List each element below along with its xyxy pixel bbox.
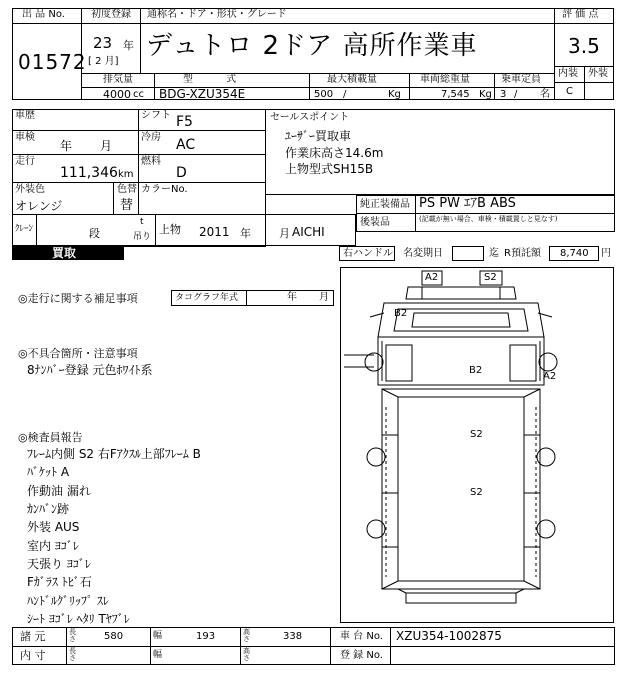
max-load-value: 500	[314, 89, 334, 100]
ac-value: AC	[176, 137, 196, 153]
until-label: 迄	[489, 248, 499, 259]
crane-hanging: 吊り	[133, 232, 152, 242]
truck-diagram	[340, 267, 614, 623]
mileage-value: 111,346	[60, 165, 118, 181]
sales-point-3: 上物型式SH15B	[285, 162, 374, 176]
mark-b2-center: B2	[469, 365, 483, 376]
steering-value: 右ハンドル	[343, 248, 393, 259]
exterior-grade-label: 外装	[588, 68, 608, 79]
standard-equipment-value: PS PW ｴｱB ABS	[419, 196, 516, 211]
history-label: 車歴	[15, 110, 35, 121]
length-value: 580	[104, 631, 124, 642]
model-info-label: 通称名・ドア・形状・グレード	[147, 9, 287, 20]
car-name: デュトロ 2ドア 高所作業車	[146, 31, 478, 61]
score-value: 3.5	[568, 34, 600, 58]
fuel-value: D	[176, 165, 187, 181]
jouya-maker: AICHI	[292, 225, 325, 239]
color-change-label: 色替	[117, 184, 137, 195]
sales-point-2: 作業床高さ14.6m	[285, 146, 384, 160]
displacement-label: 排気量	[103, 74, 133, 85]
color-no-label: カラーNo.	[141, 184, 188, 195]
ac-label: 冷房	[141, 132, 161, 143]
supplement-title: ◎走行に関する補足事項	[18, 292, 138, 305]
defect-title: ◎不具合箇所・注意事項	[18, 347, 138, 360]
recycle-label: R預託額	[504, 248, 541, 259]
name-change-label: 名変期日	[403, 248, 443, 259]
inspector-line-8: Fｶﾞﾗｽ ﾄﾋﾞ石	[27, 575, 92, 589]
tacho-month: 月	[319, 292, 329, 303]
name-change-box	[452, 246, 484, 261]
first-reg-year-unit: 年	[123, 39, 134, 52]
width-value: 193	[196, 631, 216, 642]
mark-a2-top: A2	[425, 272, 439, 283]
capacity-unit: 名	[540, 89, 550, 100]
inspector-line-10: ｼｰﾄ ﾖｺﾞﾚ ﾍﾀﾘ Tﾔﾌﾞﾚ	[27, 612, 130, 626]
interior-grade-label: 内装	[558, 68, 578, 79]
score-label: 評 価 点	[562, 9, 599, 20]
first-reg-year: 23	[93, 34, 113, 52]
lot-number: 01572	[18, 50, 87, 74]
height-value: 338	[283, 631, 303, 642]
recycle-value: 8,740	[560, 248, 589, 259]
yen-label: 円	[601, 248, 611, 259]
gross-weight-unit: Kg	[479, 89, 492, 100]
in-length-label: 長さ	[69, 647, 76, 663]
capacity-label: 乗車定員	[501, 74, 541, 85]
interior-dims-label: 内 寸	[20, 649, 46, 662]
inspector-line-3: 作動油 漏れ	[27, 484, 91, 498]
defect-line-1: 8ﾅﾝﾊﾞｰ登録 元色ﾎﾜｲﾄ系	[27, 363, 153, 377]
height-label: 高さ	[243, 628, 250, 644]
inspector-line-1: ﾌﾚｰﾑ内側 S2 右Fｱｸｽﾙ上部ﾌﾚｰﾑ B	[27, 447, 201, 461]
ext-color-value: オレンジ	[15, 199, 63, 213]
crane-stage: 段	[89, 227, 100, 240]
inspection-month: 月	[100, 139, 113, 153]
length-label: 長さ	[69, 628, 76, 644]
shift-value: F5	[176, 114, 193, 130]
max-load-unit: Kg	[388, 89, 401, 100]
registration-label: 登 録 No.	[340, 650, 383, 661]
jouya-month: 月	[279, 227, 290, 240]
sales-point-1: ﾕｰｻﾞｰ買取車	[285, 129, 352, 143]
in-height-label: 高さ	[243, 647, 250, 663]
inspector-line-6: 室内 ﾖｺﾞﾚ	[27, 539, 79, 553]
inspector-line-2: ﾊﾞｹｯﾄ A	[27, 465, 70, 479]
mileage-label: 走行	[15, 156, 35, 167]
tacho-label: タコグラフ年式	[175, 293, 239, 303]
max-load-label: 最大積載量	[327, 74, 377, 85]
standard-equipment-label: 純正装備品	[360, 199, 410, 210]
jouya-year-value: 2011	[199, 225, 230, 239]
mark-s2-bottom: S2	[470, 487, 483, 498]
gross-weight-label: 車両総重量	[420, 74, 470, 85]
model-code-value: BDG-XZU354E	[159, 87, 246, 101]
aftermarket-note: (記載が無い場合、車検・積載置しと見なす)	[419, 215, 558, 223]
mark-s2-mid: S2	[470, 429, 483, 440]
mark-b2-left: B2	[394, 308, 408, 319]
purchase-label: 買取	[52, 246, 77, 260]
in-width-label: 幅	[153, 650, 163, 660]
lot-label: 出 品 No.	[22, 9, 65, 20]
inspector-line-5: 外装 AUS	[27, 520, 80, 534]
capacity-value: 3	[500, 89, 507, 100]
crane-label: ｸﾚｰﾝ	[15, 224, 34, 234]
color-change-value: 替	[120, 198, 134, 213]
jouya-label: 上物	[159, 223, 181, 236]
gross-weight-value: 7,545	[441, 89, 470, 100]
mileage-unit: km	[118, 169, 134, 180]
model-code-label: 型 式	[183, 74, 237, 85]
displacement-value: 4000	[103, 88, 131, 101]
inspector-line-9: ﾊﾝﾄﾞﾙｸﾞﾘｯﾌﾟ ｽﾚ	[27, 594, 109, 608]
ext-color-label: 外装色	[15, 184, 45, 195]
chassis-label: 車 台 No.	[340, 631, 383, 642]
tacho-year: 年	[287, 292, 297, 303]
inspection-year: 年	[60, 139, 73, 153]
displacement-unit: cc	[133, 89, 144, 100]
crane-ton-label: t	[140, 217, 144, 227]
jouya-year: 年	[240, 227, 251, 240]
mark-s2-top: S2	[484, 272, 497, 283]
mark-a2-right: A2	[543, 371, 557, 382]
first-reg-label: 初度登録	[91, 9, 131, 20]
inspection-label: 車検	[15, 132, 35, 143]
inspector-line-4: ｶﾝﾊﾞﾝ跡	[27, 502, 70, 516]
width-label: 幅	[153, 631, 163, 641]
aftermarket-label: 後装品	[360, 217, 390, 228]
fuel-label: 燃料	[141, 156, 161, 167]
chassis-value: XZU354-1002875	[396, 629, 502, 643]
inspector-line-7: 天張り ﾖｺﾞﾚ	[27, 557, 91, 571]
sales-points-label: セールスポイント	[270, 112, 350, 123]
interior-grade-value: C	[566, 86, 573, 97]
dims-label: 諸 元	[20, 630, 46, 643]
first-reg-month: [ 2 月]	[88, 56, 119, 67]
inspector-title: ◎検査員報告	[18, 431, 83, 444]
shift-label: シフト	[141, 110, 171, 121]
